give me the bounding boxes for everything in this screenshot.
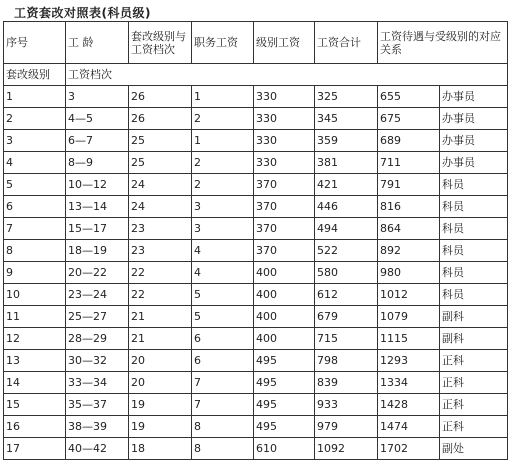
cell-grade-pay: 494	[315, 218, 378, 240]
cell-position-pay: 610	[254, 438, 315, 460]
cell-position-pay: 330	[254, 152, 315, 174]
cell-grade: 19	[129, 416, 192, 438]
cell-rank: 正科	[440, 350, 508, 372]
cell-total: 1115	[378, 328, 440, 350]
subheader-grade: 套改级别	[4, 64, 66, 86]
cell-position-pay: 330	[254, 130, 315, 152]
cell-seniority: 30—32	[66, 350, 129, 372]
cell-step: 2	[192, 108, 254, 130]
cell-total: 980	[378, 262, 440, 284]
cell-step: 5	[192, 284, 254, 306]
cell-seq: 13	[4, 350, 66, 372]
cell-position-pay: 495	[254, 394, 315, 416]
cell-seq: 11	[4, 306, 66, 328]
cell-total: 675	[378, 108, 440, 130]
header-seq: 序号	[4, 22, 66, 64]
cell-seq: 12	[4, 328, 66, 350]
cell-total: 689	[378, 130, 440, 152]
cell-position-pay: 330	[254, 86, 315, 108]
cell-seniority: 35—37	[66, 394, 129, 416]
cell-grade: 24	[129, 196, 192, 218]
cell-grade: 26	[129, 108, 192, 130]
cell-rank: 办事员	[440, 130, 508, 152]
table-row	[4, 284, 508, 306]
cell-seniority: 15—17	[66, 218, 129, 240]
cell-seq: 4	[4, 152, 66, 174]
subheader-step: 工资档次	[66, 64, 508, 86]
cell-rank: 科员	[440, 240, 508, 262]
table-row	[4, 350, 508, 372]
cell-rank: 办事员	[440, 86, 508, 108]
cell-rank: 副科	[440, 328, 508, 350]
cell-seq: 3	[4, 130, 66, 152]
cell-position-pay: 330	[254, 108, 315, 130]
header-total-pay: 工资合计	[315, 22, 378, 64]
cell-seq: 10	[4, 284, 66, 306]
table-row	[4, 130, 508, 152]
table-row	[4, 240, 508, 262]
cell-step: 6	[192, 350, 254, 372]
cell-grade-pay: 839	[315, 372, 378, 394]
cell-grade-pay: 715	[315, 328, 378, 350]
cell-grade: 20	[129, 372, 192, 394]
cell-total: 1702	[378, 438, 440, 460]
cell-grade-pay: 679	[315, 306, 378, 328]
cell-grade-pay: 933	[315, 394, 378, 416]
cell-seniority: 25—27	[66, 306, 129, 328]
cell-rank: 正科	[440, 372, 508, 394]
cell-seniority: 40—42	[66, 438, 129, 460]
cell-rank: 副科	[440, 306, 508, 328]
cell-position-pay: 370	[254, 174, 315, 196]
cell-rank: 科员	[440, 196, 508, 218]
cell-grade: 23	[129, 240, 192, 262]
cell-grade-pay: 345	[315, 108, 378, 130]
cell-step: 8	[192, 416, 254, 438]
cell-rank: 正科	[440, 416, 508, 438]
cell-step: 2	[192, 152, 254, 174]
cell-grade: 18	[129, 438, 192, 460]
header-grade-step: 套改级别与工资档次	[129, 22, 192, 64]
cell-position-pay: 495	[254, 372, 315, 394]
cell-grade-pay: 359	[315, 130, 378, 152]
cell-seniority: 13—14	[66, 196, 129, 218]
cell-total: 1012	[378, 284, 440, 306]
cell-seniority: 18—19	[66, 240, 129, 262]
cell-step: 4	[192, 262, 254, 284]
cell-grade-pay: 979	[315, 416, 378, 438]
cell-total: 816	[378, 196, 440, 218]
cell-grade-pay: 798	[315, 350, 378, 372]
cell-step: 3	[192, 196, 254, 218]
cell-seniority: 23—24	[66, 284, 129, 306]
cell-seq: 16	[4, 416, 66, 438]
table-row	[4, 416, 508, 438]
cell-seniority: 10—12	[66, 174, 129, 196]
header-grade-pay: 级别工资	[254, 22, 315, 64]
cell-grade: 21	[129, 306, 192, 328]
cell-grade-pay: 381	[315, 152, 378, 174]
table-row	[4, 108, 508, 130]
cell-grade: 25	[129, 152, 192, 174]
cell-step: 7	[192, 394, 254, 416]
cell-grade: 20	[129, 350, 192, 372]
cell-step: 6	[192, 328, 254, 350]
cell-total: 1428	[378, 394, 440, 416]
header-seniority: 工 龄	[66, 22, 129, 64]
cell-total: 711	[378, 152, 440, 174]
cell-rank: 办事员	[440, 108, 508, 130]
table-row	[4, 196, 508, 218]
table-row	[4, 438, 508, 460]
cell-total: 1293	[378, 350, 440, 372]
table-row	[4, 174, 508, 196]
cell-position-pay: 400	[254, 262, 315, 284]
table-row	[4, 394, 508, 416]
cell-step: 5	[192, 306, 254, 328]
cell-seq: 1	[4, 86, 66, 108]
cell-grade-pay: 325	[315, 86, 378, 108]
cell-grade-pay: 1092	[315, 438, 378, 460]
table-title: 工资套改对照表(科员级)	[14, 6, 151, 20]
cell-grade-pay: 522	[315, 240, 378, 262]
cell-total: 892	[378, 240, 440, 262]
cell-seq: 15	[4, 394, 66, 416]
cell-grade-pay: 580	[315, 262, 378, 284]
salary-table	[3, 21, 508, 460]
cell-position-pay: 370	[254, 218, 315, 240]
table-row	[4, 152, 508, 174]
cell-total: 864	[378, 218, 440, 240]
cell-rank: 副处	[440, 438, 508, 460]
cell-grade-pay: 612	[315, 284, 378, 306]
cell-seniority: 8—9	[66, 152, 129, 174]
cell-position-pay: 400	[254, 328, 315, 350]
cell-position-pay: 400	[254, 284, 315, 306]
cell-position-pay: 370	[254, 196, 315, 218]
cell-total: 655	[378, 86, 440, 108]
cell-seniority: 3	[66, 86, 129, 108]
cell-total: 1079	[378, 306, 440, 328]
cell-grade: 21	[129, 328, 192, 350]
cell-seniority: 6—7	[66, 130, 129, 152]
cell-grade: 19	[129, 394, 192, 416]
table-row	[4, 262, 508, 284]
cell-step: 4	[192, 240, 254, 262]
cell-step: 1	[192, 130, 254, 152]
subheader-row	[4, 64, 508, 86]
cell-grade: 22	[129, 284, 192, 306]
cell-total: 791	[378, 174, 440, 196]
cell-grade: 24	[129, 174, 192, 196]
cell-seq: 17	[4, 438, 66, 460]
cell-grade: 26	[129, 86, 192, 108]
cell-step: 8	[192, 438, 254, 460]
cell-seniority: 38—39	[66, 416, 129, 438]
cell-seq: 2	[4, 108, 66, 130]
cell-position-pay: 400	[254, 306, 315, 328]
cell-position-pay: 495	[254, 416, 315, 438]
cell-rank: 科员	[440, 218, 508, 240]
table-row	[4, 306, 508, 328]
cell-seq: 14	[4, 372, 66, 394]
table-row	[4, 86, 508, 108]
cell-seq: 7	[4, 218, 66, 240]
table-row	[4, 218, 508, 240]
cell-seniority: 4—5	[66, 108, 129, 130]
cell-rank: 科员	[440, 284, 508, 306]
table-row	[4, 328, 508, 350]
cell-position-pay: 495	[254, 350, 315, 372]
cell-grade: 25	[129, 130, 192, 152]
cell-seniority: 33—34	[66, 372, 129, 394]
cell-step: 2	[192, 174, 254, 196]
header-position-pay: 职务工资	[192, 22, 254, 64]
cell-grade: 23	[129, 218, 192, 240]
cell-total: 1334	[378, 372, 440, 394]
cell-grade: 22	[129, 262, 192, 284]
header-relation: 工资待遇与受级别的对应关系	[378, 22, 508, 64]
cell-seq: 5	[4, 174, 66, 196]
cell-step: 1	[192, 86, 254, 108]
cell-step: 7	[192, 372, 254, 394]
cell-seq: 6	[4, 196, 66, 218]
cell-seniority: 28—29	[66, 328, 129, 350]
cell-rank: 办事员	[440, 152, 508, 174]
cell-grade-pay: 446	[315, 196, 378, 218]
cell-total: 1474	[378, 416, 440, 438]
cell-rank: 科员	[440, 262, 508, 284]
table-row	[4, 372, 508, 394]
cell-seq: 9	[4, 262, 66, 284]
cell-step: 3	[192, 218, 254, 240]
cell-position-pay: 370	[254, 240, 315, 262]
cell-seniority: 20—22	[66, 262, 129, 284]
cell-rank: 科员	[440, 174, 508, 196]
header-row	[4, 22, 508, 64]
cell-seq: 8	[4, 240, 66, 262]
cell-grade-pay: 421	[315, 174, 378, 196]
cell-rank: 正科	[440, 394, 508, 416]
